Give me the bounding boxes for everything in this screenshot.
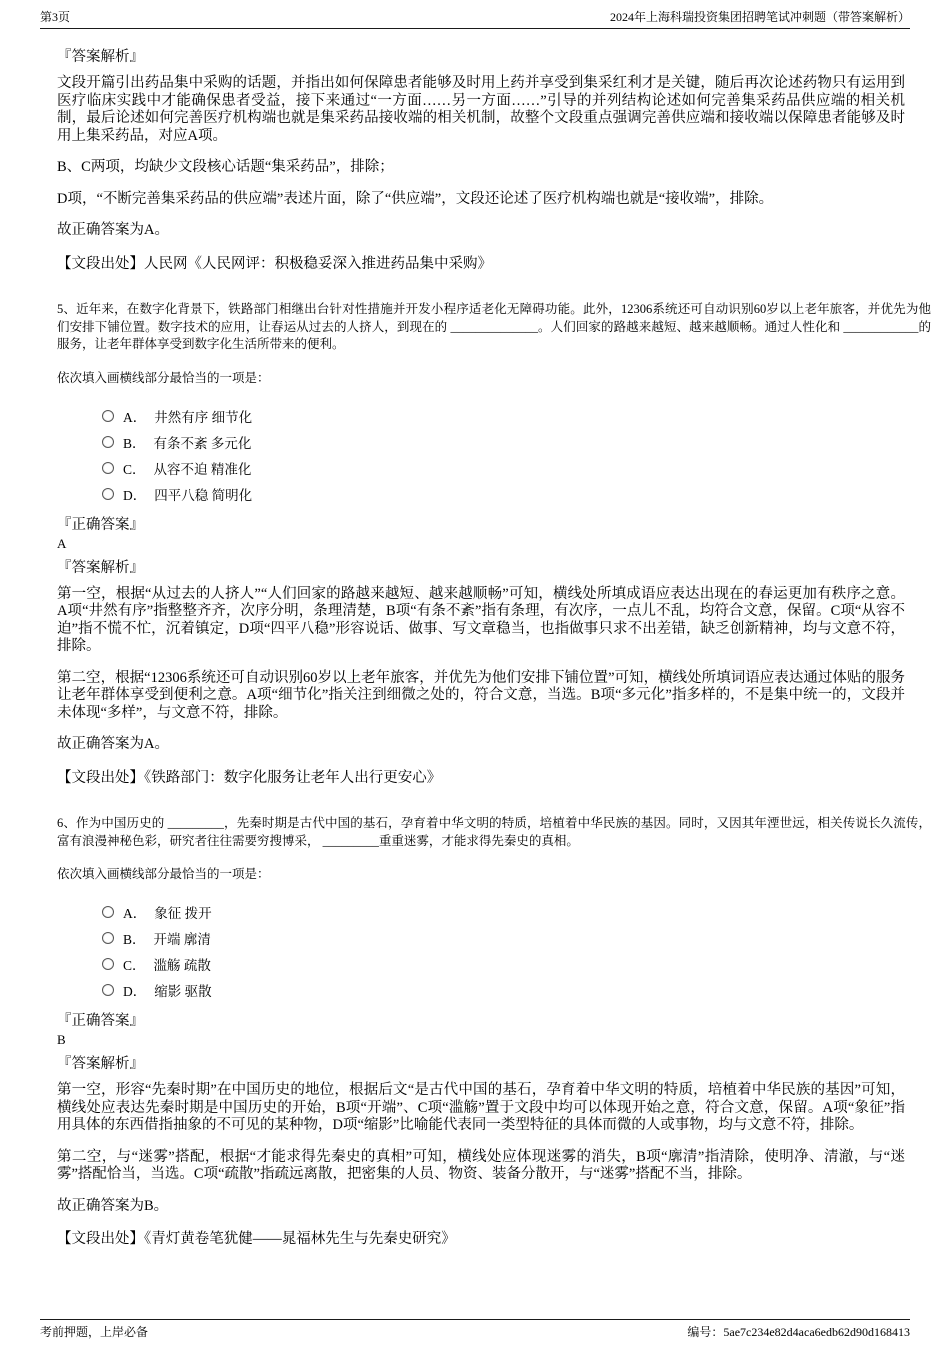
q5-correct-answer: A — [57, 535, 67, 551]
radio-icon[interactable] — [102, 984, 114, 996]
q5-option-a[interactable] — [102, 408, 905, 424]
footer-serial-number: 编号：5ae7c234e82d4aca6edb62d90d168413 — [687, 1325, 910, 1339]
option-text: 从容不迫 精准化 — [153, 461, 252, 477]
q5-analysis-paragraph-2: 第二空，根据“12306系统还可自动识别60岁以上老年旅客，并优先为他们安排下铺位置”可知，横线处所填词语应表达通过体贴的服务让老年群体享受到便利之意。A项“细节化”指关注到细微之处的，符合文意，当选。B项“多元化”指多样的，不是集中统一的，文段并未体现“多样”，与文意不符，排除。 — [57, 669, 905, 721]
page-number: 第3页 — [40, 10, 71, 24]
radio-icon[interactable] — [102, 436, 114, 448]
radio-icon[interactable] — [102, 410, 114, 422]
q6-options — [102, 904, 905, 998]
option-text: 四平八稳 简明化 — [154, 487, 253, 503]
q5-source: 【文段出处】《铁路部门：数字化服务让老年人出行更安心》 — [57, 769, 442, 786]
option-letter: C． — [123, 461, 146, 477]
option-text: 有条不紊 多元化 — [153, 435, 252, 451]
q5-option-b[interactable] — [102, 434, 905, 450]
option-text: 滥觞 疏散 — [153, 958, 211, 973]
q5-option-d[interactable] — [102, 486, 905, 502]
footer-slogan: 考前押题，上岸必备 — [40, 1325, 149, 1339]
q6-option-b[interactable] — [102, 930, 905, 946]
q4-source: 【文段出处】人民网《人民网评：积极稳妥深入推进药品集中采购》 — [57, 255, 492, 272]
q6-analysis-paragraph-1: 第一空，形容“先秦时期”在中国历史的地位，根据后文“是古代中国的基石，孕育着中华文明的特质，培植着中华民族的基因”可知，横线处应表达先秦时期是中国历史的开始，B项“开端”、C项“滥觞”置于文段中均可以体现开始之意，符合文意，保留。A项“象征”指用具体的东西借指抽象的不可见的某种物，D项“缩影”比喻能代表同一类型特征的具体而微的人或事物，均与文意不符，排除。 — [57, 1082, 905, 1133]
q5-answer-analysis-label: 『答案解析』 — [57, 559, 144, 576]
q6-option-a[interactable] — [102, 904, 905, 920]
option-text: 象征 拨开 — [154, 906, 212, 921]
q6-answer-analysis-label: 『答案解析』 — [57, 1056, 144, 1072]
q4-answer-analysis-label: 『答案解析』 — [57, 49, 144, 65]
q6-correct-answer: B — [57, 1032, 66, 1047]
q4-analysis-paragraph-1: 文段开篇引出药品集中采购的话题，并指出如何保障患者能够及时用上药并享受到集采红利才是关键，随后再次论述药物只有运用到医疗临床实践中才能确保患者受益，接下来通过“一方面……另一方面……”引导的并列结构论述如何完善集采药品供应端的相关机制，最后论述如何完善医疗机构端也就是集采药品接收端的相关机制，故整个文段重点强调完善供应端和接收端以保障患者能够及时用上集采药品，对应A项。 — [57, 75, 905, 144]
option-letter: D． — [123, 487, 147, 503]
q5-option-c[interactable] — [102, 460, 905, 476]
option-text: 缩影 驱散 — [154, 984, 212, 999]
page-header — [40, 10, 910, 29]
document-title: 2024年上海科瑞投资集团招聘笔试冲刺题（带答案解析） — [609, 10, 910, 24]
q5-options — [102, 408, 905, 502]
option-text: 井然有序 细节化 — [154, 409, 253, 425]
option-text: 开端 廓清 — [153, 932, 211, 947]
q5-stem: 5、近年来，在数字化背景下，铁路部门相继出台针对性措施并开发小程序适老化无障碍功能。此外，12306系统还可自动识别60岁以上老年旅客，并优先为他们安排下铺位置。数字技术的应用，让春运从过去的人挤人，到现在的 ______________。人们回家的路越来越短、越来越顺畅。通过人性化和 ____________的服务，让老年群体享受到数字化生活所带来的便利。 — [57, 302, 931, 351]
q5-analysis-paragraph-1: 第一空，根据“从过去的人挤人”“人们回家的路越来越短、越来越顺畅”可知，横线处所填成语应表达出现在的春运更加有秩序之意。A项“井然有序”指整整齐齐，次序分明，条理清楚，B项“有条不紊”指有条理，有次序，一点儿不乱，均符合文意，保留。C项“从容不迫”指不慌不忙，沉着镇定，D项“四平八稳”形容说话、做事、写文章稳当，也指做事只求不出差错，缺乏创新精神，均与文意不符，排除。 — [57, 585, 905, 654]
q6-source: 【文段出处】《青灯黄卷笔犹健——晁福林先生与先秦史研究》 — [57, 1231, 456, 1247]
q6-option-c[interactable] — [102, 956, 905, 972]
q6-correct-answer-label: 『正确答案』 — [57, 1013, 144, 1029]
q4-analysis-paragraph-2: B、C两项，均缺少文段核心话题“集采药品”，排除； — [57, 159, 394, 175]
q6-prompt: 依次填入画横线部分最恰当的一项是： — [57, 867, 270, 881]
q5-prompt: 依次填入画横线部分最恰当的一项是： — [57, 370, 270, 385]
option-letter: A． — [123, 906, 147, 921]
option-letter: D． — [123, 984, 147, 999]
q5-correct-answer-label: 『正确答案』 — [57, 516, 144, 533]
q4-conclusion: 故正确答案为A。 — [57, 222, 169, 238]
q6-analysis-paragraph-2: 第二空，与“迷雾”搭配，根据“才能求得先秦史的真相”可知，横线处应体现迷雾的消失，B项“廓清”指清除，使明净、清澈，与“迷雾”搭配恰当，当选。C项“疏散”指疏远离散，把密集的人员、物资、装备分散开，与“迷雾”搭配不当，排除。 — [57, 1148, 905, 1182]
document-content — [57, 48, 931, 1277]
page-footer — [40, 1319, 910, 1339]
option-letter: C． — [123, 958, 146, 973]
option-letter: A． — [123, 409, 147, 425]
q4-analysis-paragraph-3: D项，“不断完善集采药品的供应端”表述片面，除了“供应端”，文段还论述了医疗机构端也就是“接收端”，排除。 — [57, 190, 774, 207]
radio-icon[interactable] — [102, 958, 114, 970]
q6-option-d[interactable] — [102, 982, 905, 998]
option-letter: B． — [123, 435, 146, 451]
radio-icon[interactable] — [102, 488, 114, 500]
q6-conclusion: 故正确答案为B。 — [57, 1197, 169, 1214]
radio-icon[interactable] — [102, 906, 114, 918]
option-letter: B． — [123, 932, 146, 947]
radio-icon[interactable] — [102, 932, 114, 944]
q5-conclusion: 故正确答案为A。 — [57, 736, 169, 752]
radio-icon[interactable] — [102, 462, 114, 474]
q6-stem: 6、作为中国历史的 _________，先秦时期是古代中国的基石，孕育着中华文明的特质，培植着中华民族的基因。同时，又因其年湮世远，相关传说长久流传，富有浪漫神秘色彩，研究者往往需要穷搜博采， _________重重迷雾，才能求得先秦史的真相。 — [57, 816, 931, 848]
